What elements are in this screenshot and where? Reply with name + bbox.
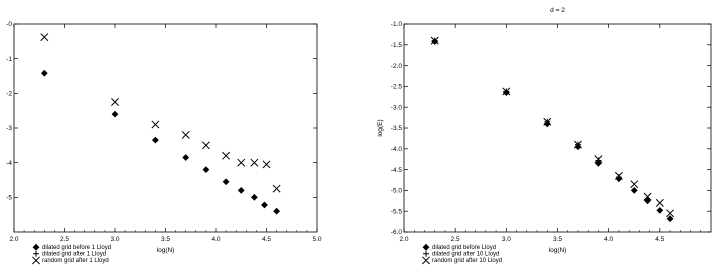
data-point-diamond — [203, 166, 210, 173]
legend-item — [33, 244, 111, 251]
data-point-diamond — [656, 207, 663, 214]
x-tick-label: 3.5 — [160, 236, 171, 243]
x-tick-label: 2.5 — [59, 236, 70, 243]
y-tick-label: -2.5 — [390, 83, 402, 91]
y-tick-label: -1.0 — [390, 21, 402, 29]
data-point-diamond — [251, 194, 258, 201]
data-point-cross — [656, 199, 663, 206]
data-point-diamond — [631, 187, 638, 194]
legend-label: dilated grid after 10 Lloyd — [432, 251, 500, 258]
x-tick-label: 4.5 — [655, 236, 665, 243]
y-tick-label: -0 — [6, 21, 12, 29]
x-axis-label: log(N) — [548, 247, 567, 254]
data-point-diamond — [152, 137, 159, 144]
data-point-cross — [202, 142, 209, 149]
y-tick-label: -6.0 — [390, 229, 402, 237]
data-point-diamond — [261, 202, 268, 209]
legend-item — [32, 257, 108, 264]
x-tick-label: 5.0 — [312, 236, 322, 243]
plot-frame — [404, 24, 711, 232]
y-tick-label: -1.5 — [390, 42, 402, 49]
y-tick-label: -2.0 — [390, 62, 402, 70]
y-tick-label: -4.0 — [390, 146, 402, 153]
data-point-diamond — [112, 111, 119, 118]
data-point-diamond — [273, 208, 280, 215]
y-tick-label: -5 — [6, 194, 12, 202]
legend-label: dilated grid before Lloyd — [432, 245, 497, 251]
y-tick-label: -5.5 — [390, 208, 402, 216]
x-tick-label: 3.0 — [501, 236, 511, 243]
data-point-cross — [263, 161, 270, 168]
data-point-cross — [41, 34, 48, 41]
legend-label: dilated grid before 1 Lloyd — [42, 245, 112, 251]
x-tick-label: 2.5 — [450, 236, 460, 243]
y-tick-label: -3.5 — [390, 125, 402, 133]
legend-item — [422, 257, 502, 264]
left-chart — [6, 21, 322, 264]
y-tick-label: -4.5 — [390, 166, 402, 174]
data-point-diamond — [223, 178, 230, 185]
data-point-cross — [223, 152, 230, 159]
data-point-cross — [251, 159, 258, 166]
x-tick-label: 3.0 — [110, 236, 120, 243]
data-point-cross — [273, 185, 280, 192]
data-point-cross — [631, 181, 638, 188]
data-point-cross — [152, 121, 159, 128]
chart-title: d = 2 — [550, 7, 565, 14]
x-tick-label: 2.0 — [399, 236, 409, 243]
data-point-cross — [182, 131, 189, 138]
x-tick-label: 4.0 — [604, 236, 614, 243]
y-tick-label: -2 — [6, 90, 12, 98]
y-axis-label: log(E) — [377, 119, 384, 137]
right-chart — [377, 7, 711, 264]
y-tick-label: -1 — [6, 55, 12, 63]
legend-marker-cross — [32, 257, 39, 264]
plot-frame — [14, 24, 317, 232]
data-point-cross — [238, 159, 245, 166]
y-tick-label: -3 — [6, 125, 12, 133]
legend-marker-diamond — [33, 244, 40, 251]
legend-marker-diamond — [423, 244, 430, 251]
y-tick-label: -5.0 — [390, 187, 402, 195]
legend-label: dilated grid after 1 Lloyd — [42, 251, 107, 258]
data-point-diamond — [41, 70, 48, 77]
x-tick-label: 2.0 — [9, 236, 19, 243]
legend-marker-cross — [422, 257, 429, 264]
legend-item — [423, 244, 496, 251]
x-tick-label: 4.0 — [211, 236, 221, 243]
y-tick-label: -4 — [6, 159, 12, 167]
legend-label: random grid after 1 Lloyd — [42, 258, 109, 265]
legend-label: random grid after 10 Lloyd — [432, 258, 503, 265]
x-axis-label: log(N) — [156, 247, 175, 254]
x-tick-label: 3.5 — [552, 236, 563, 243]
legend-item — [423, 251, 499, 258]
data-point-cross — [111, 98, 118, 105]
legend-item — [33, 251, 106, 258]
data-point-diamond — [238, 187, 245, 194]
legend-marker-plus — [423, 251, 429, 257]
y-tick-label: -3.0 — [390, 104, 402, 112]
x-tick-label: 4.5 — [261, 236, 272, 243]
legend-marker-plus — [33, 251, 39, 257]
data-point-diamond — [182, 154, 189, 161]
